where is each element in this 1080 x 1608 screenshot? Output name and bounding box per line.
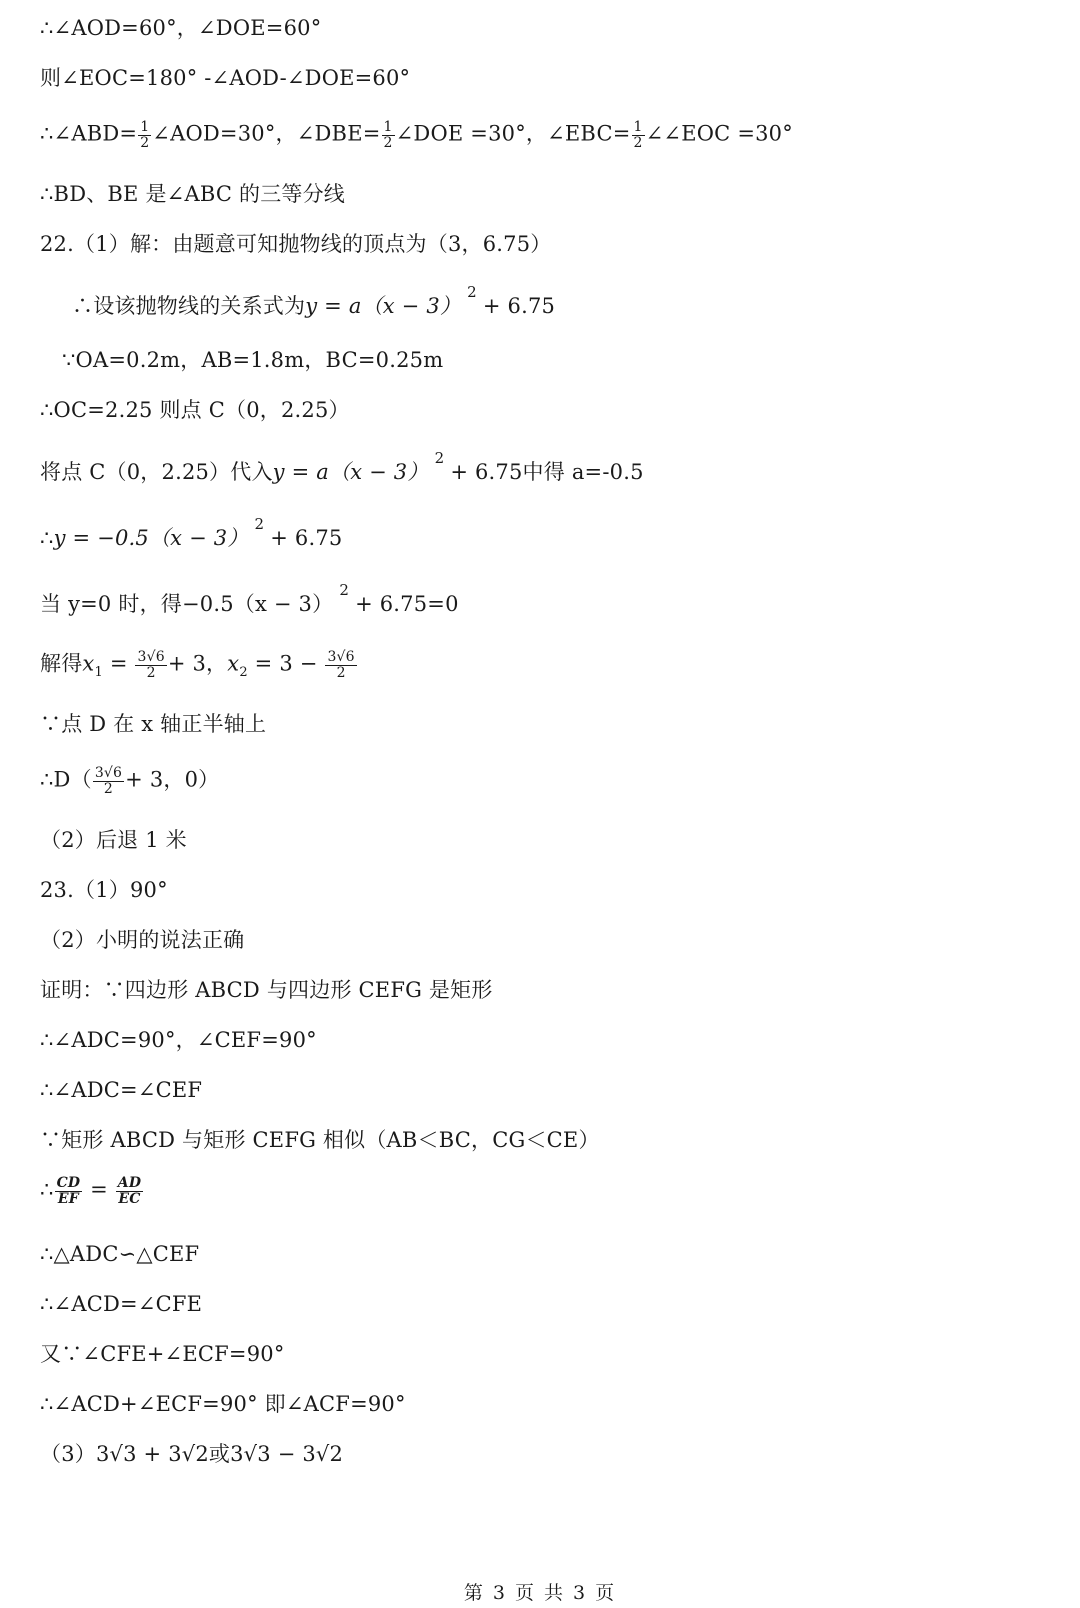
math-expression: y = a（x − 3）: [305, 294, 462, 318]
text-line: （2）小明的说法正确: [40, 928, 245, 952]
subscript: 1: [94, 664, 103, 680]
superscript: 2: [434, 449, 445, 467]
math-expression: + 6.75: [482, 294, 556, 318]
text-line: ∴∠ACD=∠CFE: [40, 1292, 203, 1316]
text-segment: ∴设该抛物线的关系式为: [72, 294, 306, 318]
fraction-numerator: 1: [633, 119, 643, 135]
superscript: 2: [467, 283, 477, 301]
math-expression: y = a（x − 3）: [272, 460, 429, 484]
math-expression: + 3，0）: [125, 767, 220, 792]
fraction-denominator: 2: [383, 134, 393, 151]
fraction-denominator: 2: [140, 134, 150, 151]
text-line: ∴△ADC∽△CEF: [40, 1242, 200, 1266]
text-line: 证明：∵四边形 ABCD 与四边形 CEFG 是矩形: [40, 978, 493, 1002]
math-expression: 当 y=0 时，得−0.5（x − 3）: [40, 592, 334, 616]
equation-line: [72, 283, 556, 319]
fraction-denominator: 2: [103, 780, 114, 797]
text-line: ∵点 D 在 x 轴正半轴上: [40, 712, 267, 736]
text-line-with-fractions: [40, 120, 793, 150]
fraction-numerator: 3√6: [327, 649, 355, 665]
text-segment: 将点 C（0，2.25）代入: [40, 460, 273, 484]
superscript: 2: [339, 581, 350, 599]
text-segment: ∠AOD=30°，∠DBE=: [152, 121, 381, 146]
text-segment: ∴: [40, 1177, 54, 1202]
text-line: ∵矩形 ABCD 与矩形 CEFG 相似（AB＜BC，CG＜CE）: [40, 1128, 600, 1152]
fraction: [55, 1176, 83, 1206]
fraction-denominator: EF: [57, 1190, 79, 1207]
text-line: 则∠EOC=180° -∠AOD-∠DOE=60°: [40, 66, 411, 90]
text-line: ∴∠ADC=90°，∠CEF=90°: [40, 1028, 317, 1052]
superscript: 2: [254, 515, 265, 533]
text-line: ∴∠ADC=∠CEF: [40, 1078, 203, 1102]
fraction: [93, 766, 124, 796]
text-segment: ∠∠EOC =30°: [645, 121, 793, 146]
variable: x: [82, 651, 95, 676]
text-line: ∴∠ACD+∠ECF=90° 即∠ACF=90°: [40, 1392, 406, 1416]
text-line: ∴BD、BE 是∠ABC 的三等分线: [40, 182, 345, 206]
math-expression: = 3 −: [247, 651, 325, 676]
text-line: 22.（1）解：由题意可知抛物线的顶点为（3，6.75）: [40, 232, 552, 256]
text-line: ∴OC=2.25 则点 C（0，2.25）: [40, 398, 350, 422]
fraction-numerator: 3√6: [137, 649, 165, 665]
math-expression: + 6.75=0: [355, 592, 459, 616]
equation-line: [40, 515, 343, 551]
text-line: （2）后退 1 米: [40, 828, 187, 852]
text-line: ∴∠AOD=60°，∠DOE=60°: [40, 16, 322, 40]
equation-line: [40, 766, 219, 796]
fraction: [116, 1176, 143, 1206]
variable: x: [227, 651, 240, 676]
fraction: [138, 120, 151, 150]
equation-line: [40, 581, 459, 617]
text-line: 又∵∠CFE+∠ECF=90°: [40, 1342, 285, 1366]
fraction: [135, 650, 166, 680]
fraction-numerator: 1: [383, 119, 393, 135]
fraction-denominator: 2: [336, 664, 346, 681]
text-segment: ∴D（: [40, 767, 92, 792]
subscript: 2: [239, 664, 248, 680]
fraction-denominator: 2: [146, 664, 156, 681]
fraction: [325, 650, 356, 680]
fraction-numerator: 1: [140, 119, 150, 135]
text-line: ∵OA=0.2m，AB=1.8m，BC=0.25m: [62, 348, 444, 372]
fraction-numerator: CD: [56, 1175, 81, 1191]
math-expression: 3√3 + 3√2或3√3 − 3√2: [95, 1442, 344, 1466]
text-segment: 解得: [40, 651, 83, 676]
fraction: [382, 120, 395, 150]
math-expression: + 3，: [167, 651, 228, 676]
fraction-denominator: 2: [633, 134, 643, 151]
math-expression: + 6.75中得 a=-0.5: [450, 460, 644, 484]
equation-line: [40, 449, 644, 485]
fraction-denominator: EC: [118, 1190, 141, 1207]
text-segment: ∴∠ABD=: [40, 121, 138, 146]
fraction: [632, 120, 645, 150]
fraction-numerator: 3√6: [94, 765, 123, 781]
math-expression: + 6.75: [270, 526, 343, 550]
text-segment: ∴: [40, 526, 54, 550]
proportion-line: [40, 1176, 144, 1206]
text-line: 23.（1）90°: [40, 878, 168, 902]
text-segment: （3）: [40, 1442, 96, 1466]
text-segment: ∠DOE =30°，∠EBC=: [395, 121, 631, 146]
math-expression: =: [83, 1177, 115, 1202]
math-expression: y = −0.5（x − 3）: [53, 526, 249, 550]
equation-line: [40, 650, 358, 680]
answer-line: [40, 1442, 343, 1467]
math-expression: =: [102, 651, 135, 676]
page-footer: 第 3 页 共 3 页: [463, 1582, 617, 1604]
fraction-numerator: AD: [117, 1175, 142, 1191]
